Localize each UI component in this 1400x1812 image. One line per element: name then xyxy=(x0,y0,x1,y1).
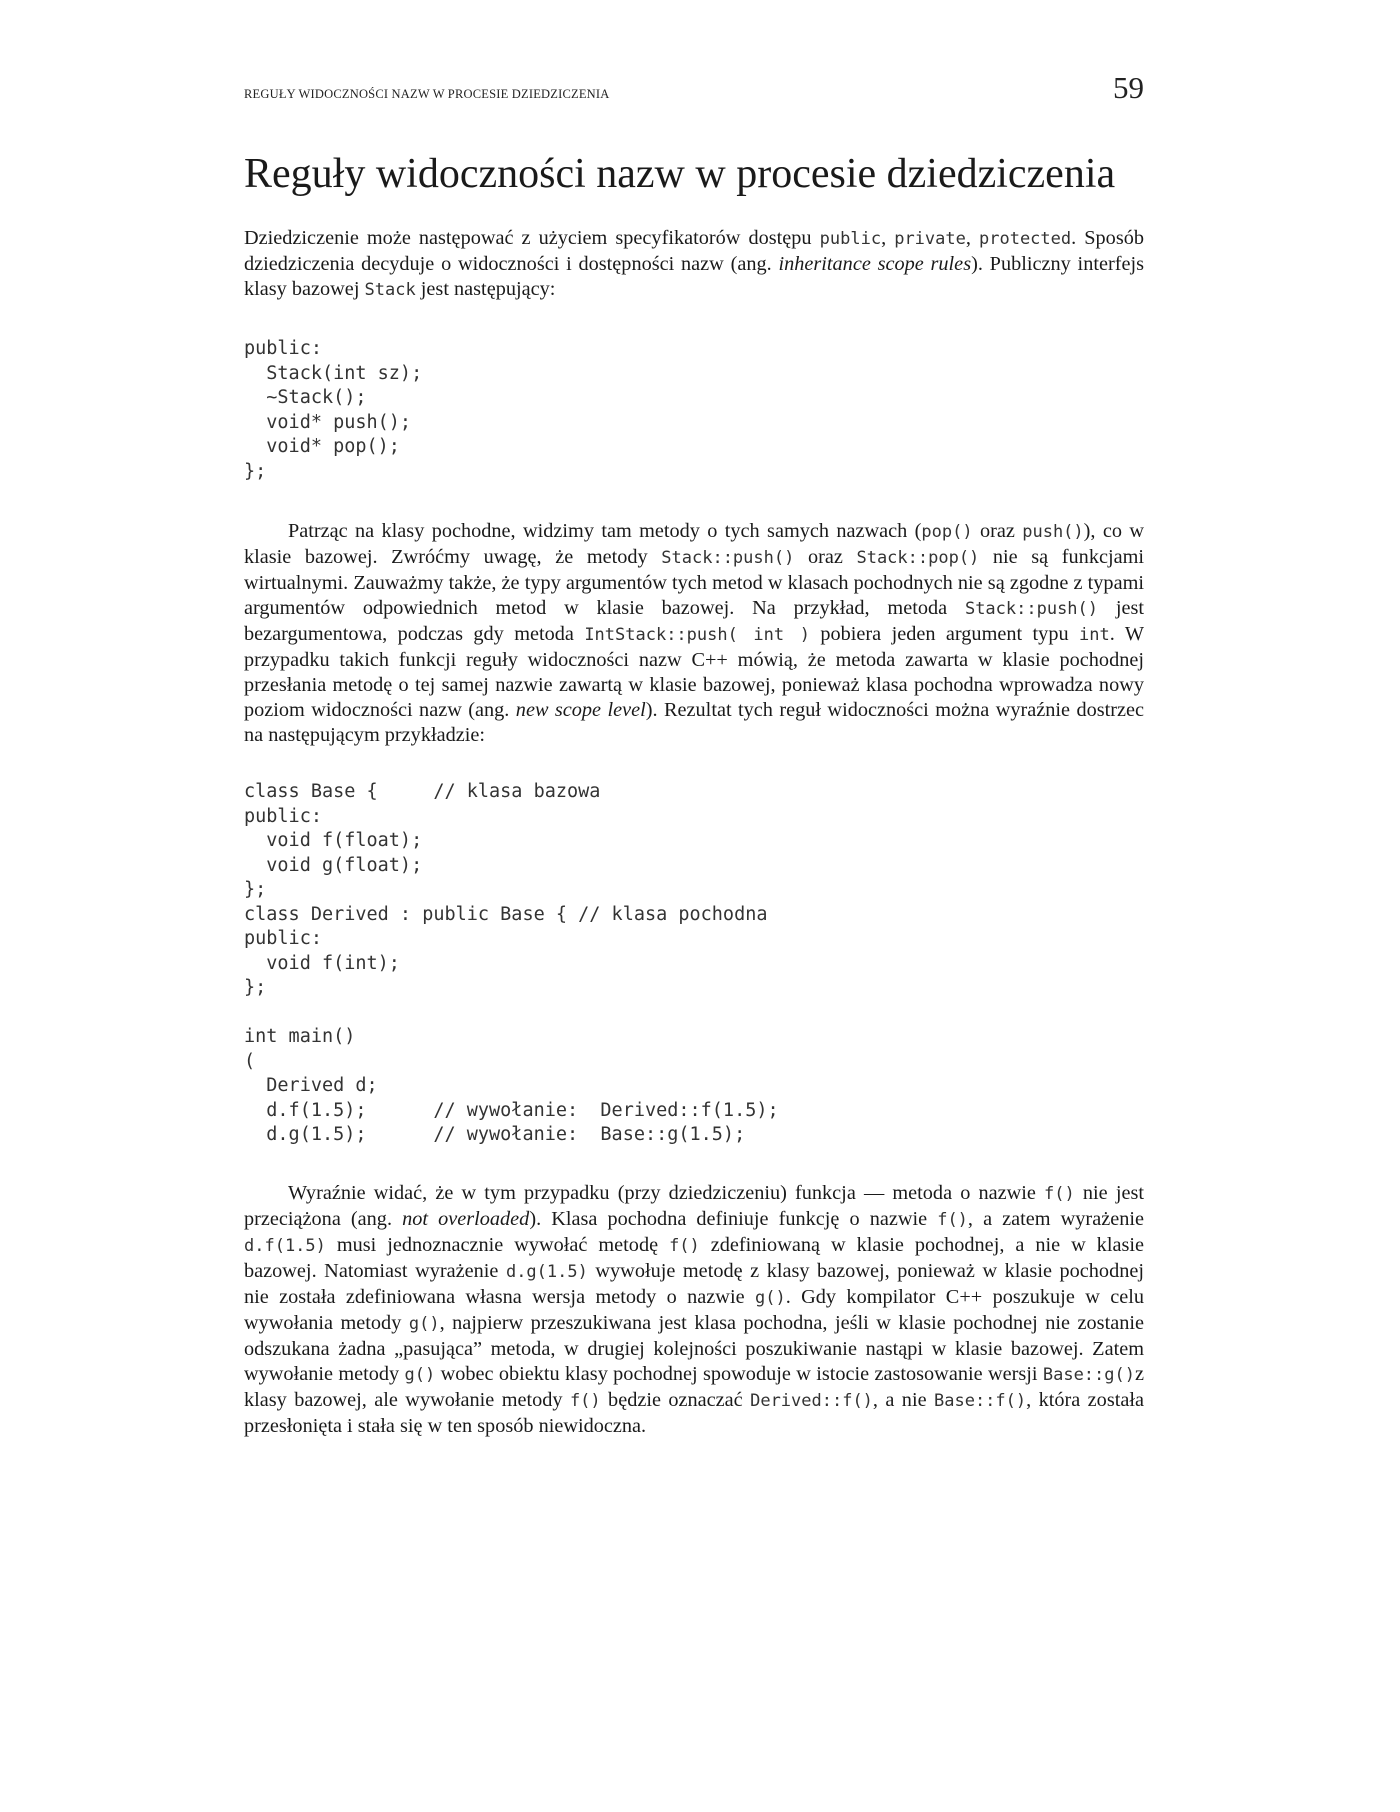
text-span: ). Rezultat tych reguł widoczności można wyraźnie dostrzec na następującym przykładzie: xyxy=(244,699,1145,746)
text-span: , xyxy=(881,227,895,249)
inline-code: int xyxy=(1079,625,1110,645)
inline-code: Base::f() xyxy=(934,1390,1027,1411)
text-span: Patrząc na klasy pochodne, widzimy tam metody o tych samych nazwach ( xyxy=(288,520,922,542)
text-span: jest bezargumentowa, podczas gdy metoda xyxy=(244,597,1144,645)
text-span: , xyxy=(965,227,979,249)
inline-code: d.g(1.5) xyxy=(505,1261,588,1282)
text-span: musi jednoznacznie wywołać metodę xyxy=(325,1233,670,1256)
text-span: pobiera jeden argument typu xyxy=(809,623,1080,645)
text-span: ). Publiczny interfejs klasy bazowej xyxy=(244,253,1145,300)
text-span: . W przypadku takich funkcji reguły widoczności nazw C++ mówią, że metoda zawarta w klasie pochodnej przesłania metodę o tej samej nazwie zawartą w klasie bazowej, ponieważ klasa pochodna wprowadza nowy poziom widoczności nazw (ang. xyxy=(244,623,1144,721)
intro-paragraph xyxy=(244,226,1144,303)
inline-code: Base::g() xyxy=(1042,1364,1135,1385)
inline-code: IntStack::push( int ) xyxy=(584,625,810,645)
inline-code: f() xyxy=(1044,1183,1075,1204)
emphasis-text: not overloaded xyxy=(402,1207,530,1230)
text-span: nie jest przeciążona (ang. xyxy=(244,1181,1144,1230)
text-span: będzie oznaczać xyxy=(600,1388,751,1411)
inline-code: Stack::pop() xyxy=(856,548,980,568)
text-span: , najpierw przeszukiwana jest klasa pochodna, jeśli w klasie pochodnej nie zostanie odszukana żadna „pasująca” metoda, w drugiej kolejności poszukiwanie nastąpi w klasie bazowej. Zatem wywołanie metody xyxy=(244,1311,1144,1385)
text-span: , a zatem wyrażenie xyxy=(967,1207,1144,1230)
text-span: z klasy bazowej, ale wywołanie metody xyxy=(244,1362,1144,1411)
paragraph-derived-classes xyxy=(244,519,1144,748)
text-span: Dziedziczenie może następować z użyciem specyfikatorów dostępu xyxy=(244,227,820,249)
text-span: , a nie xyxy=(872,1388,934,1411)
inline-code: f() xyxy=(569,1390,601,1411)
text-span: wywołuje metodę z klasy bazowej, ponieważ w klasie pochodnej nie została zdefiniowana własna wersja metody o nazwie xyxy=(244,1259,1144,1308)
inline-code: d.f(1.5) xyxy=(244,1235,326,1256)
inline-code: protected xyxy=(979,229,1072,249)
text-span: oraz xyxy=(972,520,1023,542)
inline-code: public xyxy=(819,229,882,249)
text-span: jest następujący: xyxy=(415,278,556,300)
inline-code: pop() xyxy=(921,522,973,542)
page-content xyxy=(244,148,1144,1439)
text-span: ), co w klasie bazowej. Zwróćmy uwagę, że metody xyxy=(244,520,1144,568)
text-span: zdefiniowaną w klasie pochodnej, a nie w klasie bazowej. Natomiast wyrażenie xyxy=(244,1233,1144,1282)
paragraph-conclusion xyxy=(244,1181,1144,1439)
text-span: , która została przesłonięta i stała się w ten sposób niewidoczna. xyxy=(244,1388,1144,1437)
running-head: REGUŁY WIDOCZNOŚCI NAZW W PROCESIE DZIEDZICZENIA xyxy=(244,87,610,101)
text-span: Wyraźnie widać, że w tym przypadku (przy dziedziczeniu) funkcja — metoda o nazwie xyxy=(288,1181,1045,1204)
text-span: ). Klasa pochodna definiuje funkcję o nazwie xyxy=(529,1207,938,1230)
inline-code: Stack::push() xyxy=(964,599,1099,619)
inline-code: g() xyxy=(408,1313,440,1334)
inline-code: g() xyxy=(404,1364,436,1385)
page-number: 59 xyxy=(1113,70,1144,105)
text-span: nie są funkcjami wirtualnymi. Zauważmy także, że typy argumentów tych metod w klasach pochodnych nie są zgodne z typami argumentów odpowiednich metod w klasie bazowej. Na przykład, metoda xyxy=(244,546,1145,619)
emphasis-text: inheritance scope rules xyxy=(778,253,972,275)
inline-code: push() xyxy=(1022,522,1084,542)
section-title: Reguły widoczności nazw w procesie dziedziczenia xyxy=(244,151,1116,197)
inline-code: Derived::f() xyxy=(750,1390,873,1411)
code-block-main-function: int main() ( Derived d; d.f(1.5); // wywołanie: Derived::f(1.5); d.g(1.5); // wywołanie: Base::g(1.5); xyxy=(244,1026,779,1145)
text-span: . Gdy kompilator C++ poszukuje w celu wywołania metody xyxy=(244,1285,1144,1334)
inline-code: Stack xyxy=(364,280,416,300)
inline-code: f() xyxy=(937,1209,968,1230)
text-span: oraz xyxy=(794,546,857,568)
inline-code: Stack::push() xyxy=(661,548,795,568)
text-span: . Sposób dziedziczenia decyduje o widoczności i dostępności nazw (ang. xyxy=(244,227,1144,275)
code-block-class-definitions: class Base { // klasa bazowa public: void f(float); void g(float); }; class Derived : public Base { // klasa pochodna public: void f(int); }; xyxy=(244,781,768,998)
inline-code: f() xyxy=(669,1235,700,1256)
code-block-stack-interface: public: Stack(int sz); ~Stack(); void* push(); void* pop(); }; xyxy=(244,338,423,482)
text-span: wobec obiektu klasy pochodnej spowoduje w istocie zastosowanie wersji xyxy=(435,1362,1043,1385)
emphasis-text: new scope level xyxy=(515,699,646,721)
inline-code: private xyxy=(894,229,966,249)
inline-code: g() xyxy=(754,1287,786,1308)
